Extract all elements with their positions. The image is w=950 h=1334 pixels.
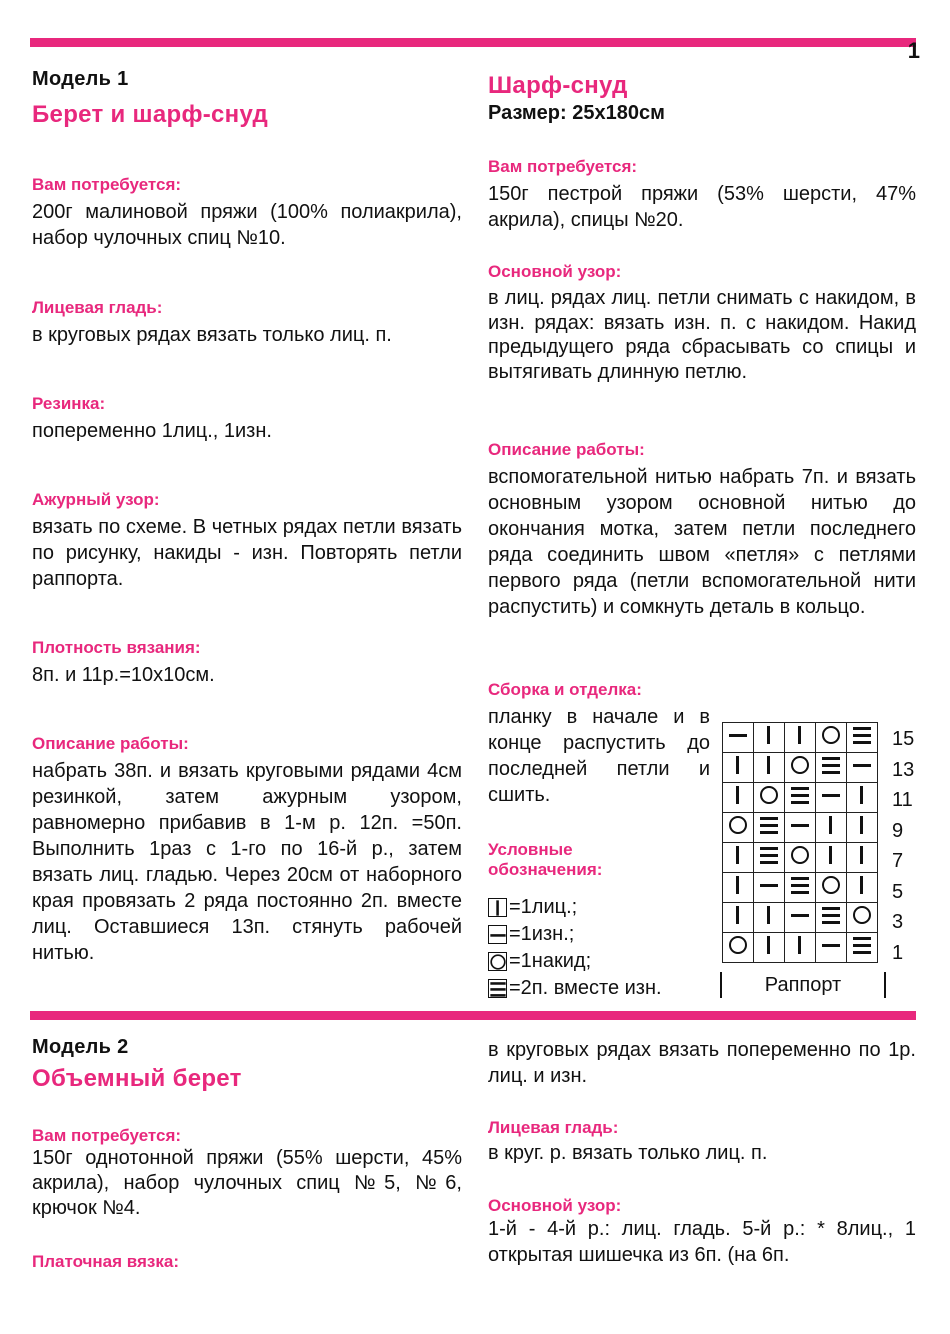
knit-symbol-icon [728, 875, 748, 895]
model1-work [32, 734, 462, 966]
purl-symbol-icon [852, 755, 872, 775]
model1-title: Берет и шарф-снуд [32, 101, 269, 128]
chart-row-numbers [892, 724, 932, 968]
chart-cell-k2tog [754, 843, 785, 873]
model1-rib [32, 394, 462, 444]
legend-label: =1изн.; [509, 923, 575, 945]
top-divider [30, 38, 916, 47]
model2-materials-text: 150г однотонной пряжи (55% шерсти, 45% акрила), набор чулочных спиц №5, №6, крючок №4. [32, 1147, 462, 1219]
chart-cell-k2tog [754, 813, 785, 843]
purl-symbol-icon [790, 905, 810, 925]
purl-symbol-icon [821, 935, 841, 955]
purl-symbol-icon [790, 815, 810, 835]
legend-item [488, 948, 662, 975]
chart-row [723, 933, 878, 963]
yo-symbol-icon [790, 755, 810, 775]
model1-gauge [32, 638, 462, 688]
knit-symbol-icon [488, 898, 507, 917]
chart-row-number: 11 [892, 789, 913, 811]
knit-symbol-icon [759, 905, 779, 925]
k2tog-symbol-icon [790, 785, 810, 805]
model2-stockinette-heading: Лицевая гладь: [488, 1118, 619, 1137]
chart-cell-k2tog [816, 903, 847, 933]
chart-cell-k2tog [785, 873, 816, 903]
model1-stockinette-text: в круговых рядах вязать только лиц. п. [32, 324, 392, 346]
chart-cell-knit [723, 873, 754, 903]
knit-symbol-icon [759, 935, 779, 955]
k2tog-symbol-icon [759, 815, 779, 835]
chart-cell-knit [847, 783, 878, 813]
chart-cell-yo [723, 933, 754, 963]
chart-cell-knit [816, 843, 847, 873]
knit-symbol-icon [821, 815, 841, 835]
chart-row [723, 903, 878, 933]
chart-cell-knit [754, 753, 785, 783]
chart-cell-yo [785, 753, 816, 783]
model1-materials-heading: Вам потребуется: [32, 175, 182, 194]
knit-symbol-icon [852, 845, 872, 865]
chart-cell-knit [723, 903, 754, 933]
scarf-assembly [488, 680, 710, 808]
knit-symbol-icon [790, 725, 810, 745]
chart-cell-knit [785, 723, 816, 753]
chart-row [723, 753, 878, 783]
model2-column [32, 1036, 462, 1093]
chart-cell-yo [723, 813, 754, 843]
model2-stockinette-text: в круг. р. вязать только лиц. п. [488, 1142, 768, 1164]
model1-rib-text: попеременно 1лиц., 1изн. [32, 420, 272, 442]
chart-cell-knit [723, 843, 754, 873]
model1-work-heading: Описание работы: [32, 734, 189, 753]
chart-cell-knit [754, 723, 785, 753]
model1-stockinette [32, 298, 462, 348]
k2tog-symbol-icon [821, 755, 841, 775]
chart-row-number: 9 [892, 819, 904, 842]
chart-row-number: 5 [892, 880, 904, 903]
scarf-pattern-heading: Основной узор: [488, 262, 622, 281]
chart-cell-yo [754, 783, 785, 813]
yo-symbol-icon [821, 725, 841, 745]
yo-symbol-icon [821, 875, 841, 895]
k2tog-symbol-icon [790, 875, 810, 895]
scarf-materials [488, 157, 916, 233]
scarf-work-heading: Описание работы: [488, 440, 645, 459]
model1-work-text: набрать 38п. и вязать круговыми рядами 4см резинкой, затем ажурным узором, равномерно прибавив в 1-м р. 12п. =50п. Выполнить 1раз с 1-го по 16-й р., затем вязать лиц. гладью. Через 20см от наборного края провязать 2 ряда постоянно 2п. вместе лиц. Оставшиеся 13п. стянуть рабочей нитью. [32, 760, 462, 964]
model1-lace-text: вязать по схеме. В четных рядах петли вязать по рисунку, накиды - изн. Повторять петли раппорта. [32, 516, 462, 590]
scarf-size: Размер: 25х180см [488, 102, 665, 124]
legend-label: =1лиц.; [509, 896, 578, 918]
model1-column [32, 68, 462, 129]
chart-cell-knit [785, 933, 816, 963]
legend-label: =2п. вместе изн. [509, 977, 662, 999]
chart-cell-purl [847, 753, 878, 783]
chart-cell-knit [847, 843, 878, 873]
chart-cell-purl [785, 813, 816, 843]
knit-symbol-icon [728, 755, 748, 775]
chart-cell-knit [847, 873, 878, 903]
knit-symbol-icon [759, 725, 779, 745]
chart-row [723, 723, 878, 753]
model2-pattern-heading: Основной узор: [488, 1196, 622, 1215]
knit-symbol-icon [821, 845, 841, 865]
model1-lace [32, 490, 462, 592]
chart-cell-knit [754, 903, 785, 933]
model1-gauge-text: 8п. и 11р.=10х10см. [32, 664, 215, 686]
chart-row [723, 873, 878, 903]
legend-heading [488, 840, 708, 880]
legend-item [488, 894, 662, 921]
knit-symbol-icon [728, 845, 748, 865]
scarf-pattern [488, 262, 916, 384]
yarn-over-symbol-icon [488, 952, 507, 971]
k2tog-symbol-icon [852, 935, 872, 955]
chart-cell-yo [816, 873, 847, 903]
knit-symbol-icon [852, 875, 872, 895]
legend-item [488, 921, 662, 948]
model2-garter-heading: Платочная вязка: [32, 1252, 179, 1271]
scarf-assembly-heading: Сборка и отделка: [488, 680, 642, 699]
chart-cell-knit [723, 783, 754, 813]
purl-symbol-icon [821, 785, 841, 805]
knit-symbol-icon [790, 935, 810, 955]
chart-cell-yo [785, 843, 816, 873]
chart-cell-k2tog [816, 753, 847, 783]
lace-chart [722, 722, 882, 963]
middle-divider [30, 1011, 916, 1020]
chart-row [723, 783, 878, 813]
chart-cell-purl [785, 903, 816, 933]
purl-symbol-icon [728, 725, 748, 745]
scarf-materials-text: 150г пестрой пряжи (53% шерсти, 47% акрила), спицы №20. [488, 183, 916, 231]
chart-cell-yo [816, 723, 847, 753]
model1-gauge-heading: Плотность вязания: [32, 638, 201, 657]
model2-materials [32, 1126, 462, 1221]
chart-row-number: 13 [892, 758, 915, 781]
model2-pattern-text: 1-й - 4-й р.: лиц. гладь. 5-й р.: * 8лиц., 1 открытая шишечка из 6п. (на 6п. [488, 1218, 916, 1266]
knit-symbol-icon [852, 785, 872, 805]
model2-pattern [488, 1196, 916, 1268]
chart-cell-yo [847, 903, 878, 933]
yo-symbol-icon [728, 935, 748, 955]
chart-cell-k2tog [847, 723, 878, 753]
model1-materials [32, 175, 462, 251]
model1-label: Модель 1 [32, 68, 129, 90]
knit-symbol-icon [759, 755, 779, 775]
model2-garter [32, 1252, 462, 1276]
scarf-title: Шарф-снуд [488, 72, 628, 99]
model1-stockinette-heading: Лицевая гладь: [32, 298, 163, 317]
model2-title: Объемный берет [32, 1065, 242, 1092]
chart-cell-knit [816, 813, 847, 843]
page-number: 1 [907, 38, 920, 63]
chart-cell-knit [847, 813, 878, 843]
chart-row-number: 15 [892, 728, 915, 750]
model2-materials-heading: Вам потребуется: [32, 1126, 182, 1145]
legend [488, 894, 662, 1002]
chart-cell-purl [754, 873, 785, 903]
model2-label: Модель 2 [32, 1036, 129, 1058]
scarf-assembly-text: планку в начале и в конце распустить до последней петли и сшить. [488, 706, 710, 806]
model1-rib-heading: Резинка: [32, 394, 106, 413]
chart-row-number: 3 [892, 911, 904, 933]
legend-item [488, 975, 662, 1002]
model2-garter-text: в круговых рядах вязать попеременно по 1р. лиц. и изн. [488, 1039, 916, 1087]
chart-cell-purl [723, 723, 754, 753]
scarf-pattern-text: в лиц. рядах лиц. петли снимать с накидом, в изн. рядах: вязать изн. п. с накидом. Накид предыдущего ряда сбрасывать со спицы и вытягивать длинную петлю. [488, 287, 916, 383]
chart-cell-k2tog [847, 933, 878, 963]
yo-symbol-icon [852, 905, 872, 925]
scarf-column [488, 72, 916, 125]
chart-cell-purl [816, 783, 847, 813]
legend-label: =1накид; [509, 950, 592, 972]
scarf-work [488, 440, 916, 620]
k2tog-symbol-icon [759, 845, 779, 865]
yo-symbol-icon [728, 815, 748, 835]
purl-symbol-icon [759, 875, 779, 895]
yo-symbol-icon [790, 845, 810, 865]
chart-cell-k2tog [785, 783, 816, 813]
scarf-materials-heading: Вам потребуется: [488, 157, 638, 176]
chart-row [723, 813, 878, 843]
chart-row-number: 7 [892, 850, 904, 872]
chart-cell-purl [816, 933, 847, 963]
chart-row [723, 843, 878, 873]
k2tog-symbol-icon [488, 979, 507, 998]
chart-cell-knit [723, 753, 754, 783]
model1-materials-text: 200г малиновой пряжи (100% полиакрила), набор чулочных спиц №10. [32, 201, 462, 249]
k2tog-symbol-icon [821, 905, 841, 925]
purl-symbol-icon [488, 925, 507, 944]
chart-row-number: 1 [892, 941, 904, 964]
model2-garter-continued [488, 1037, 916, 1089]
knit-symbol-icon [852, 815, 872, 835]
chart-cell-knit [754, 933, 785, 963]
k2tog-symbol-icon [852, 725, 872, 745]
scarf-work-text: вспомогательной нитью набрать 7п. и вязать основным узором основной нитью до окончания мотка, затем петли последнего ряда соединить швом «петля» с петлями первого ряда (петли вспомогательной нити распустить) и сомкнуть деталь в кольцо. [488, 466, 916, 618]
model1-lace-heading: Ажурный узор: [32, 490, 160, 509]
knit-symbol-icon [728, 785, 748, 805]
knit-symbol-icon [728, 905, 748, 925]
model2-stockinette [488, 1118, 916, 1166]
legend-heading-line2: обозначения: [488, 860, 603, 879]
chart-repeat-label: Раппорт [720, 972, 886, 998]
yo-symbol-icon [759, 785, 779, 805]
legend-heading-line1: Условные [488, 840, 573, 859]
chart-grid [722, 722, 878, 963]
